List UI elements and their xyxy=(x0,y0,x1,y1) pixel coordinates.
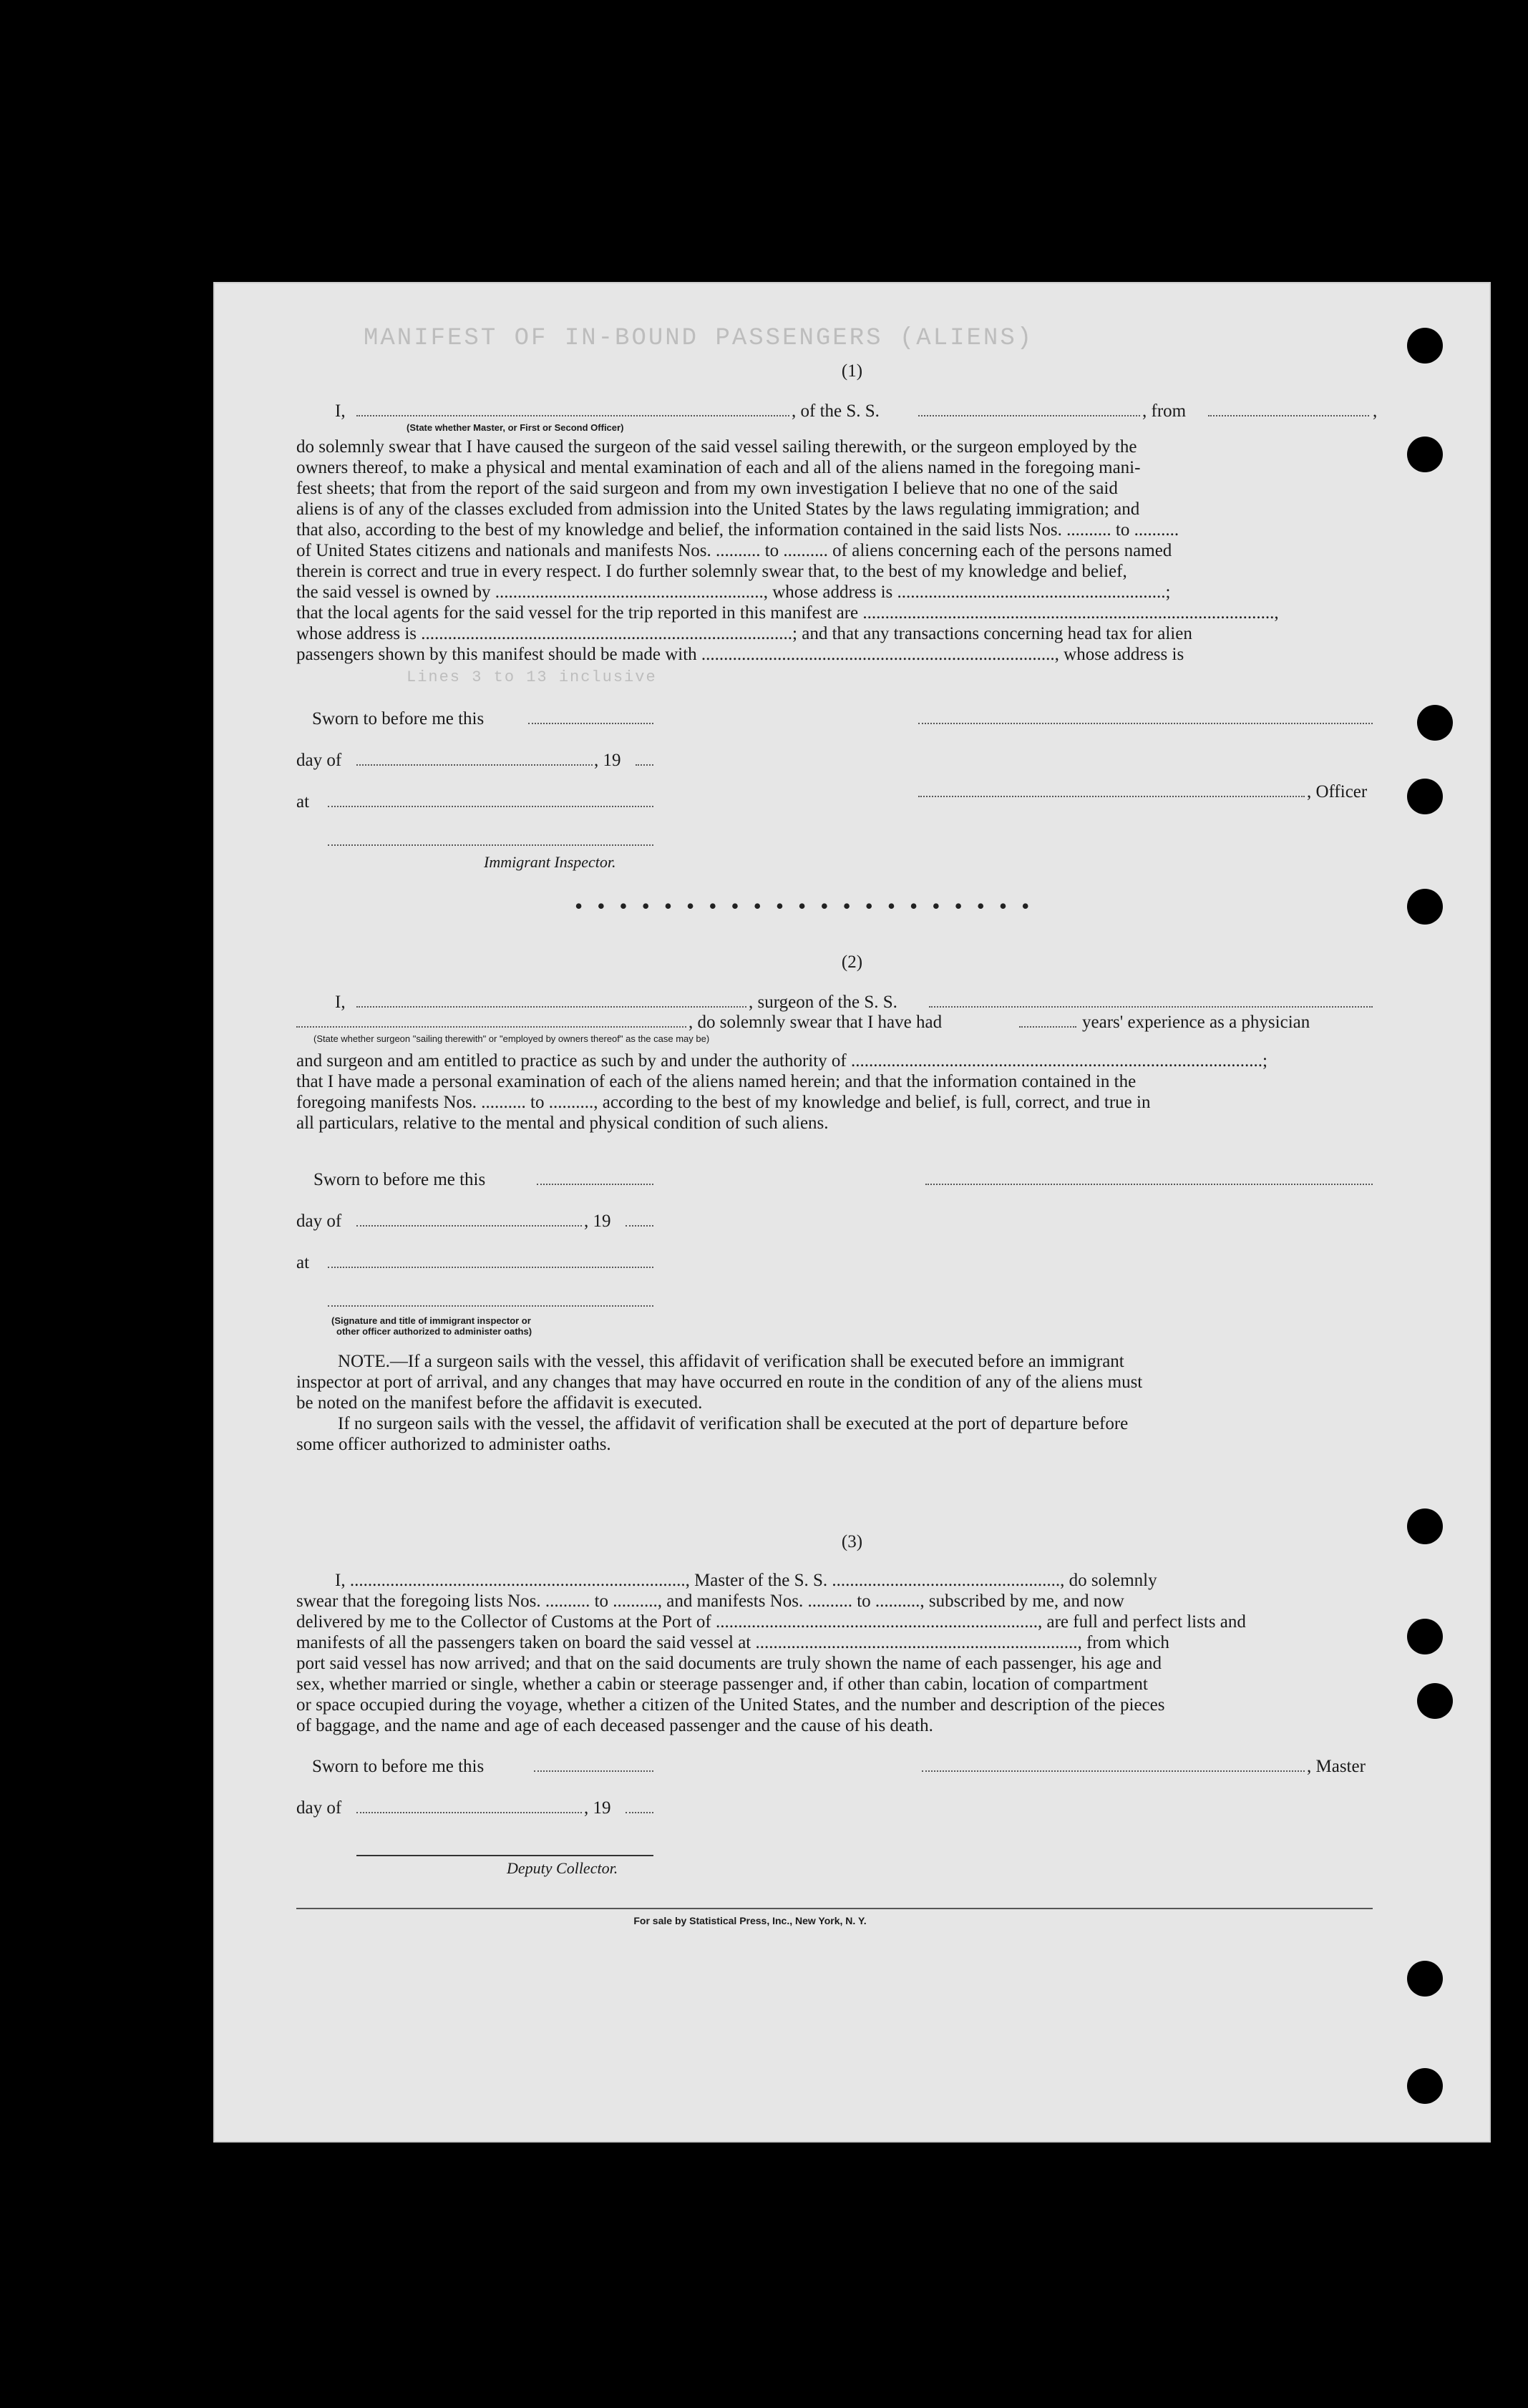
section-1-para-line: that also, according to the best of my knowledge and belief, the information contained in the said lists Nos. .......... to .......... xyxy=(296,520,1179,540)
binder-hole xyxy=(1407,1961,1443,1997)
sworn-label-1: Sworn to before me this xyxy=(312,709,485,728)
bleed-through-mark: Lines 3 to 13 inclusive xyxy=(407,668,657,686)
section-1-para-line: aliens is of any of the classes excluded from admission into the United States by the laws regulating immigration; and xyxy=(296,499,1140,519)
inspector-signature-line-1[interactable] xyxy=(328,830,653,852)
vessel-name-field-1[interactable] xyxy=(918,401,1140,422)
officer-name-field[interactable] xyxy=(356,401,789,422)
section-3-para-line: swear that the foregoing lists Nos. .......... to .........., and manifests Nos. .......... to .........., subscribed by me, and now xyxy=(296,1591,1124,1611)
officer-signature-line-1[interactable] xyxy=(918,708,1373,730)
binder-hole xyxy=(1417,1683,1453,1719)
section-divider-dots: • • • • • • • • • • • • • • • • • • • • • xyxy=(575,893,1034,919)
section-3-para-line: port said vessel has now arrived; and that on the said documents are truly shown the name of each passenger, his age and xyxy=(296,1654,1162,1673)
section-1-para-line: owners thereof, to make a physical and mental examination of each and all of the aliens named in the foregoing mani- xyxy=(296,458,1141,477)
collector-signature-line[interactable] xyxy=(356,1855,653,1856)
sworn-date-field-3[interactable] xyxy=(534,1756,653,1778)
section-1-para-line: the said vessel is owned by ............................................................, whose address is ............................................................; xyxy=(296,582,1171,602)
binder-hole xyxy=(1407,1508,1443,1544)
note-line: some officer authorized to administer oaths. xyxy=(296,1435,611,1454)
binder-hole xyxy=(1407,437,1443,472)
section-1-line-end: , xyxy=(1373,401,1378,421)
day-of-label-1: day of xyxy=(296,751,342,770)
master-signature-line[interactable] xyxy=(922,1756,1305,1778)
years-experience-label: years' experience as a physician xyxy=(1082,1013,1310,1032)
day-of-field-3[interactable] xyxy=(356,1798,582,1819)
sworn-date-field-2[interactable] xyxy=(537,1169,653,1191)
section-1-para-line: fest sheets; that from the report of the said surgeon and from my own investigation I believe that no one of the said xyxy=(296,479,1118,498)
section-2-para-line: all particulars, relative to the mental and physical condition of such aliens. xyxy=(296,1113,829,1133)
binder-hole xyxy=(1407,2068,1443,2104)
years-experience-field[interactable] xyxy=(1019,1012,1076,1033)
section-1-number: (1) xyxy=(841,361,863,381)
sworn-date-field-1[interactable] xyxy=(528,708,653,730)
section-3-para-line: of baggage, and the name and age of each deceased passenger and the cause of his death. xyxy=(296,1716,933,1735)
year-field-2[interactable] xyxy=(626,1211,653,1232)
bleed-through-header: MANIFEST OF IN-BOUND PASSENGERS (ALIENS) xyxy=(364,325,1034,352)
surgeon-status-field[interactable] xyxy=(296,1012,686,1033)
year-label-2: , 19 xyxy=(584,1212,611,1231)
year-label-3: , 19 xyxy=(584,1798,611,1818)
manifest-page xyxy=(213,282,1491,2143)
sworn-label-3: Sworn to before me this xyxy=(312,1757,485,1776)
surgeon-of-ss: , surgeon of the S. S. xyxy=(749,993,897,1012)
binder-hole xyxy=(1407,328,1443,364)
year-label-1: , 19 xyxy=(594,751,621,770)
section-1-para-line: passengers shown by this manifest should be made with ..............................................................................., whose address is xyxy=(296,645,1184,664)
day-of-label-3: day of xyxy=(296,1798,342,1818)
footer-rule xyxy=(296,1908,1373,1909)
at-field-2[interactable] xyxy=(328,1252,653,1274)
section-3-para-line: I, ..........................................................................., Master of the S. S. ..................................................., do solemnly xyxy=(335,1571,1157,1590)
surgeon-signature-line[interactable] xyxy=(925,1169,1373,1191)
section-1-para-line: of United States citizens and nationals and manifests Nos. .......... to .......... of aliens concerning each of the persons named xyxy=(296,541,1172,560)
day-of-label-2: day of xyxy=(296,1212,342,1231)
note-line: be noted on the manifest before the affidavit is executed. xyxy=(296,1393,703,1413)
binder-hole xyxy=(1417,705,1453,741)
surgeon-name-field[interactable] xyxy=(356,992,746,1013)
section-1-para-line: therein is correct and true in every respect. I do further solemnly swear that, to the best of my knowledge and belief, xyxy=(296,562,1127,581)
binder-hole xyxy=(1407,779,1443,814)
surgeon-swear-text: , do solemnly swear that I have had xyxy=(688,1013,943,1032)
section-1-from: , from xyxy=(1142,401,1187,421)
at-field-1[interactable] xyxy=(328,791,653,813)
note-line: inspector at port of arrival, and any changes that may have occurred en route in the condition of any of the aliens must xyxy=(296,1373,1143,1392)
printer-footer: For sale by Statistical Press, Inc., New York, N. Y. xyxy=(633,1915,867,1926)
section-1-of-ss: , of the S. S. xyxy=(792,401,880,421)
day-of-field-2[interactable] xyxy=(356,1211,582,1232)
binder-hole xyxy=(1407,1619,1443,1654)
section-1-line-i: I, xyxy=(335,401,346,421)
note-line: If no surgeon sails with the vessel, the affidavit of verification shall be executed at the port of departure before xyxy=(338,1414,1129,1433)
section-3-para-line: delivered by me to the Collector of Customs at the Port of ........................................................................, are full and perfect lists and xyxy=(296,1612,1246,1632)
section-1-para-line: whose address is ...................................................................................; and that any transactions concerning head tax for alien xyxy=(296,624,1192,643)
note-line: NOTE.—If a surgeon sails with the vessel, this affidavit of verification shall be executed before an immigrant xyxy=(338,1352,1124,1371)
from-port-field[interactable] xyxy=(1208,401,1369,422)
day-of-field-1[interactable] xyxy=(356,750,593,771)
section-3-para-line: sex, whether married or single, whether a cabin or steerage passenger and, if other than cabin, location of compartment xyxy=(296,1675,1148,1694)
section-3-number: (3) xyxy=(841,1532,863,1551)
deputy-collector-label: Deputy Collector. xyxy=(507,1859,618,1877)
officer-label: , Officer xyxy=(1307,782,1368,801)
master-label: , Master xyxy=(1307,1757,1366,1776)
officer-title-line[interactable] xyxy=(918,781,1305,803)
at-label-1: at xyxy=(296,792,310,811)
surgeon-status-note: (State whether surgeon "sailing therewith" or "employed by owners thereof" as the case may be) xyxy=(313,1033,710,1044)
section-2-para-line: foregoing manifests Nos. .......... to .........., according to the best of my knowledge and belief, is full, correct, and true in xyxy=(296,1093,1151,1112)
sworn-label-2: Sworn to before me this xyxy=(313,1170,486,1189)
vessel-name-field-2[interactable] xyxy=(929,992,1373,1013)
section-3-para-line: or space occupied during the voyage, whether a citizen of the United States, and the number and description of the pieces xyxy=(296,1695,1165,1715)
signature-note-line-2: other officer authorized to administer oaths) xyxy=(336,1326,532,1337)
year-field-1[interactable] xyxy=(636,750,653,771)
officer-rank-note: (State whether Master, or First or Second Officer) xyxy=(407,422,624,433)
section-1-para-line: do solemnly swear that I have caused the surgeon of the said vessel sailing therewith, or the surgeon employed by the xyxy=(296,437,1137,457)
at-label-2: at xyxy=(296,1253,310,1272)
section-1-para-line: that the local agents for the said vessel for the trip reported in this manifest are ............................................................................................, xyxy=(296,603,1279,623)
section-2-para-line: and surgeon and am entitled to practice as such by and under the authority of ............................................................................................; xyxy=(296,1051,1267,1071)
signature-note-line-1: (Signature and title of immigrant inspector or xyxy=(331,1315,531,1326)
immigrant-inspector-label: Immigrant Inspector. xyxy=(484,853,616,871)
section-2-para-line: that I have made a personal examination of each of the aliens named herein; and that the information contained in the xyxy=(296,1072,1137,1091)
section-3-para-line: manifests of all the passengers taken on board the said vessel at ........................................................................, from which xyxy=(296,1633,1169,1652)
section-2-number: (2) xyxy=(841,952,863,972)
binder-hole xyxy=(1407,889,1443,925)
section-2-line-i: I, xyxy=(335,993,346,1012)
year-field-3[interactable] xyxy=(626,1798,653,1819)
inspector-signature-line-2[interactable] xyxy=(328,1291,653,1312)
